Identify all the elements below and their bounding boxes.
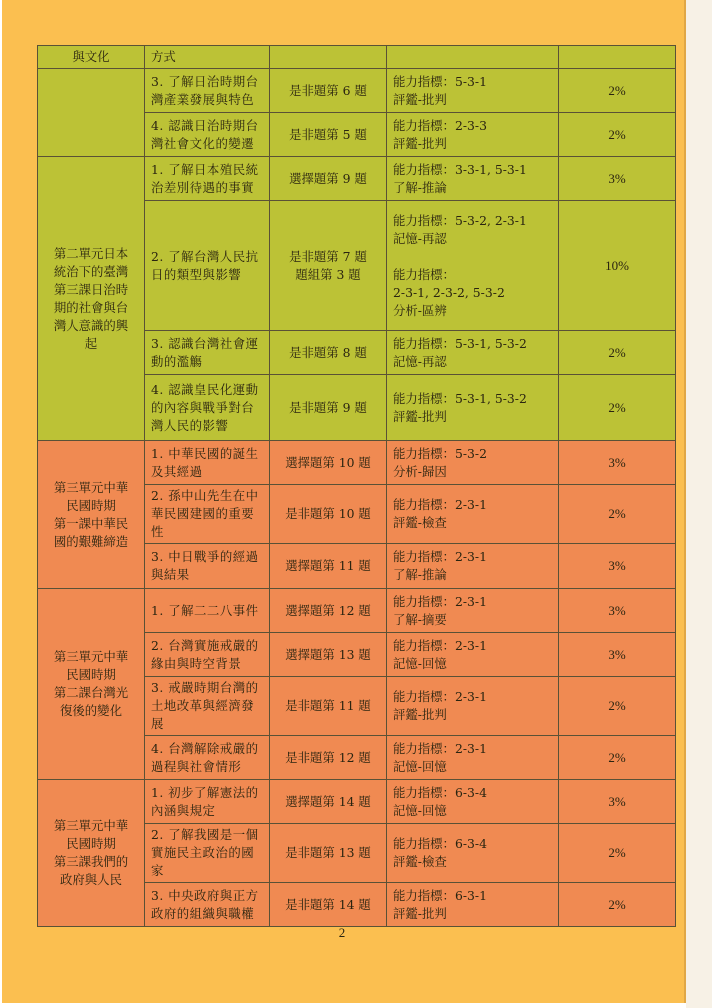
objective-cell — [145, 485, 270, 544]
objective-line: 治差別待遇的事實 — [151, 179, 255, 195]
unit-line: 民國時期 — [66, 497, 116, 513]
indicator-line: 記憶-回憶 — [393, 655, 447, 671]
unit-line: 統治下的臺灣 — [53, 263, 129, 279]
item-line: 選擇題第 10 題 — [285, 454, 371, 470]
objective-line: 1. 了解二二八事件 — [151, 602, 259, 618]
item-line: 選擇題第 9 題 — [289, 170, 367, 186]
weight-cell: 2% — [559, 485, 676, 544]
unit-line: 第三單元中華 — [53, 818, 129, 833]
table-row — [38, 441, 676, 485]
indicator-line: 2-3-1, 2-3-2, 5-3-2 — [393, 284, 505, 300]
objective-line: 3. 中日戰爭的經過 — [151, 549, 259, 564]
indicator-line: 能力指標：6-3-1 — [393, 887, 487, 903]
objective-cell — [145, 201, 270, 331]
item-line: 是非題第 10 題 — [285, 506, 371, 521]
item-line: 選擇題第 13 題 — [285, 646, 371, 662]
item-cell — [270, 824, 387, 883]
weight-cell: 2% — [559, 736, 676, 780]
indicator-line: 能力指標：5-3-1, 5-3-2 — [393, 335, 527, 351]
indicator-line: 了解-推論 — [393, 567, 447, 582]
item-cell — [270, 157, 387, 201]
indicator-line: 能力指標：5-3-1, 5-3-2 — [393, 390, 527, 406]
table-row — [38, 780, 676, 824]
objective-cell — [145, 441, 270, 485]
objective-cell — [145, 736, 270, 780]
item-cell — [270, 589, 387, 633]
objective-line: 家 — [151, 863, 164, 878]
objective-line: 性 — [151, 524, 164, 539]
page-number: 2 — [338, 925, 346, 940]
item-line: 選擇題第 14 題 — [285, 793, 371, 809]
item-cell — [270, 113, 387, 157]
objective-cell — [145, 157, 270, 201]
item-line: 選擇題第 11 題 — [285, 558, 371, 573]
indicator-line: 能力指標：5-3-1 — [393, 73, 487, 89]
item-cell — [270, 201, 387, 331]
indicator-line: 評鑑-批判 — [393, 135, 447, 151]
indicator-line: 能力指標：2-3-1 — [393, 549, 487, 564]
unit-cell — [38, 441, 145, 589]
unit-line: 民國時期 — [66, 667, 116, 682]
objective-line: 內涵與規定 — [151, 802, 216, 818]
indicator-cell — [387, 69, 559, 113]
objective-cell — [145, 780, 270, 824]
unit-line: 民國時期 — [66, 836, 116, 851]
indicator-line: 評鑑-檢查 — [393, 854, 447, 869]
item-cell — [270, 441, 387, 485]
indicator-cell — [387, 736, 559, 780]
weight-cell: 3% — [559, 441, 676, 485]
indicator-cell — [387, 157, 559, 201]
table-row — [38, 69, 676, 113]
item-line: 是非題第 12 題 — [285, 749, 371, 765]
objective-line: 的內容與戰爭對台 — [151, 399, 255, 415]
indicator-line: 評鑑-檢查 — [393, 515, 447, 530]
objective-line: 緣由與時空背景 — [151, 655, 242, 671]
indicator-line — [393, 248, 552, 266]
indicator-line: 能力指標：2-3-1 — [393, 689, 487, 704]
objective-cell — [145, 589, 270, 633]
objective-line: 與結果 — [151, 567, 190, 582]
objective-cell — [145, 883, 270, 927]
unit-line: 國的艱難締造 — [53, 533, 129, 549]
item-cell — [270, 331, 387, 375]
unit-line: 政府與人民 — [60, 872, 122, 887]
indicator-line: 記憶-回憶 — [393, 802, 447, 818]
objective-line: 1. 了解日本殖民統 — [151, 161, 259, 177]
unit-line: 第三單元中華 — [53, 649, 129, 664]
header-weight — [559, 46, 676, 69]
item-cell — [270, 780, 387, 824]
objective-cell — [145, 677, 270, 736]
weight-cell: 2% — [559, 331, 676, 375]
objective-line: 及其經過 — [151, 463, 203, 479]
item-line: 是非題第 7 題 — [289, 248, 367, 264]
weight-cell: 2% — [559, 824, 676, 883]
indicator-cell — [387, 544, 559, 589]
weight-cell: 3% — [559, 157, 676, 201]
indicator-line: 記憶-回憶 — [393, 758, 447, 774]
indicator-line: 能力指標：2-3-1 — [393, 497, 487, 512]
objective-line: 3. 戒嚴時期台灣的 — [151, 680, 259, 695]
indicator-line: 評鑑-批判 — [393, 408, 447, 424]
header-item — [270, 46, 387, 69]
weight-cell: 3% — [559, 544, 676, 589]
item-line: 是非題第 13 題 — [285, 845, 371, 860]
indicator-cell — [387, 375, 559, 441]
unit-line: 起 — [84, 335, 98, 351]
objective-cell — [145, 375, 270, 441]
indicator-line: 評鑑-批判 — [393, 91, 447, 107]
objective-cell — [145, 69, 270, 113]
objective-line: 1. 初步了解憲法的 — [151, 784, 259, 800]
item-cell — [270, 677, 387, 736]
indicator-line: 記憶-再認 — [393, 230, 447, 246]
indicator-line: 能力指標：5-3-2, 2-3-1 — [393, 212, 527, 228]
unit-line: 期的社會與台 — [53, 299, 129, 315]
objective-line: 土地改革與經濟發 — [151, 698, 255, 713]
unit-line: 第三單元中華 — [53, 479, 129, 495]
weight-cell: 2% — [559, 375, 676, 441]
header-objective: 方式 — [145, 46, 270, 69]
assessment-table — [37, 45, 676, 927]
item-cell — [270, 485, 387, 544]
objective-line: 1. 中華民國的誕生 — [151, 445, 259, 461]
indicator-line: 能力指標：3-3-1, 5-3-1 — [393, 161, 527, 177]
indicator-cell — [387, 331, 559, 375]
item-line: 是非題第 11 題 — [285, 698, 371, 713]
objective-cell — [145, 633, 270, 677]
indicator-cell — [387, 633, 559, 677]
indicator-cell — [387, 589, 559, 633]
objective-line: 4. 台灣解除戒嚴的 — [151, 740, 259, 756]
unit-line: 第一課中華民 — [53, 515, 129, 531]
indicator-cell — [387, 201, 559, 331]
item-line: 題組第 3 題 — [295, 266, 361, 282]
indicator-line: 了解-推論 — [393, 179, 447, 195]
indicator-line: 能力指標：2-3-1 — [393, 740, 487, 756]
table-row — [38, 157, 676, 201]
objective-line: 灣社會文化的變遷 — [151, 135, 255, 151]
unit-cell — [38, 69, 145, 157]
item-line: 是非題第 9 題 — [289, 399, 367, 415]
unit-line: 灣人意識的興 — [53, 317, 129, 333]
unit-line: 第三課我們的 — [53, 854, 129, 869]
item-cell — [270, 544, 387, 589]
objective-line: 灣產業發展與特色 — [151, 91, 255, 107]
indicator-line: 能力指標： — [393, 266, 455, 282]
indicator-cell — [387, 677, 559, 736]
indicator-line: 能力指標：6-3-4 — [393, 784, 487, 800]
objective-line: 動的濫觴 — [151, 353, 203, 369]
item-cell — [270, 883, 387, 927]
indicator-line: 能力指標：5-3-2 — [393, 445, 487, 461]
objective-cell — [145, 113, 270, 157]
indicator-cell — [387, 441, 559, 485]
unit-line: 第三課日治時 — [53, 281, 129, 297]
unit-line: 第二課台灣光 — [53, 685, 129, 700]
objective-cell — [145, 544, 270, 589]
scan-margin — [686, 0, 712, 1008]
objective-line: 3. 中央政府與正方 — [151, 887, 259, 903]
indicator-cell — [387, 883, 559, 927]
weight-cell: 2% — [559, 113, 676, 157]
item-cell — [270, 69, 387, 113]
indicator-line: 了解-摘要 — [393, 611, 447, 627]
item-line: 是非題第 8 題 — [289, 344, 367, 360]
objective-line: 3. 認識台灣社會運 — [151, 335, 259, 351]
indicator-line: 分析-區辨 — [393, 302, 447, 318]
objective-line: 2. 台灣實施戒嚴的 — [151, 637, 259, 653]
objective-line: 政府的組織與職權 — [151, 905, 255, 921]
objective-line: 實施民主政治的國 — [151, 845, 255, 860]
objective-line: 華民國建國的重要 — [151, 506, 255, 521]
weight-cell: 3% — [559, 589, 676, 633]
objective-cell — [145, 824, 270, 883]
indicator-cell — [387, 113, 559, 157]
weight-cell: 2% — [559, 677, 676, 736]
objective-line: 日的類型與影響 — [151, 266, 242, 282]
weight-cell: 3% — [559, 633, 676, 677]
indicator-line: 評鑑-批判 — [393, 707, 447, 722]
item-cell — [270, 736, 387, 780]
unit-line: 復後的變化 — [60, 703, 122, 718]
indicator-line: 能力指標：2-3-1 — [393, 593, 487, 609]
item-line: 是非題第 14 題 — [285, 896, 371, 912]
weight-cell: 2% — [559, 883, 676, 927]
weight-cell: 2% — [559, 69, 676, 113]
objective-line: 4. 認識日治時期台 — [151, 117, 259, 133]
objective-line: 3. 了解日治時期台 — [151, 73, 259, 89]
indicator-line: 能力指標：2-3-3 — [393, 117, 487, 133]
indicator-cell — [387, 780, 559, 824]
indicator-line: 能力指標：2-3-1 — [393, 637, 487, 653]
indicator-line: 評鑑-批判 — [393, 905, 447, 921]
objective-line: 4. 認識皇民化運動 — [151, 381, 259, 397]
indicator-line: 能力指標：6-3-4 — [393, 836, 487, 851]
item-line: 選擇題第 12 題 — [285, 602, 371, 618]
unit-line: 第二單元日本 — [53, 245, 129, 261]
indicator-line: 分析-歸因 — [393, 463, 447, 479]
objective-line: 過程與社會情形 — [151, 758, 242, 774]
header-unit: 與文化 — [38, 46, 145, 69]
weight-cell: 3% — [559, 780, 676, 824]
item-cell — [270, 633, 387, 677]
item-line: 是非題第 6 題 — [289, 82, 367, 98]
unit-cell — [38, 589, 145, 780]
objective-line: 灣人民的影響 — [151, 417, 229, 433]
unit-cell — [38, 780, 145, 927]
indicator-cell — [387, 824, 559, 883]
objective-line: 展 — [151, 716, 164, 731]
header-row — [38, 46, 676, 69]
objective-cell — [145, 331, 270, 375]
objective-line: 2. 了解我國是一個 — [151, 827, 259, 842]
table-row — [38, 589, 676, 633]
objective-line: 2. 孫中山先生在中 — [151, 488, 259, 503]
item-cell — [270, 375, 387, 441]
unit-cell — [38, 157, 145, 441]
objective-line: 2. 了解台灣人民抗 — [151, 248, 259, 264]
indicator-cell — [387, 485, 559, 544]
header-indicator — [387, 46, 559, 69]
indicator-line: 記憶-再認 — [393, 353, 447, 369]
item-line: 是非題第 5 題 — [289, 126, 367, 142]
weight-cell: 10% — [559, 201, 676, 331]
